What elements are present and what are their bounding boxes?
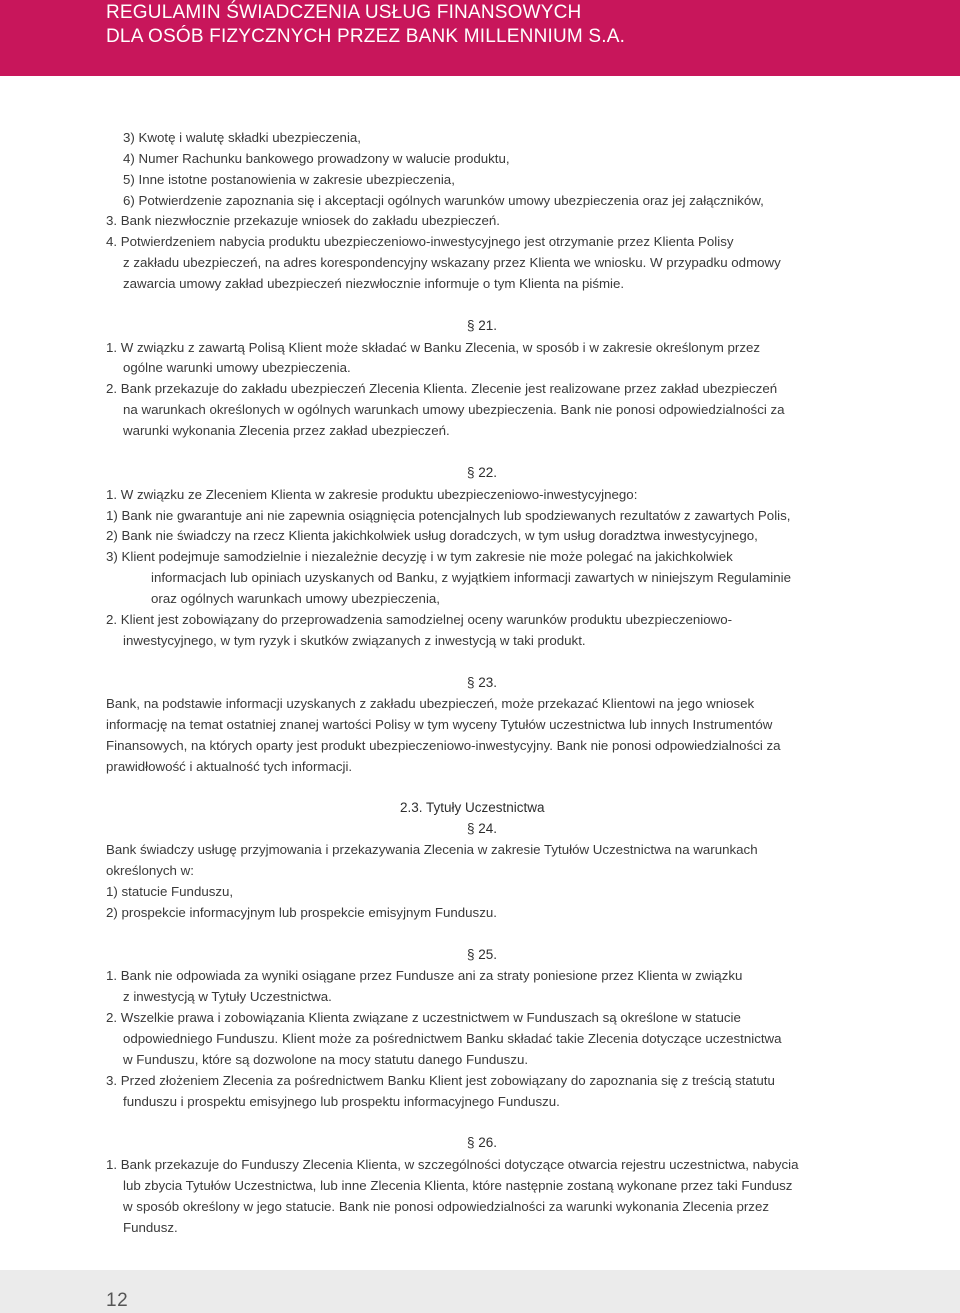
section-heading: § 25. (467, 947, 498, 962)
paragraph-line: 2. Bank przekazuje do zakładu ubezpieczeń Zlecenia Klienta. Zlecenie jest realizowane przez zakład ubezpieczeń (106, 381, 778, 396)
paragraph-line: 1. W związku z zawartą Polisą Klient może składać w Banku Zlecenia, w sposób i w zakresie określonym przez (106, 340, 761, 355)
paragraph-line: z zakładu ubezpieczeń, na adres korespondencyjny wskazany przez Klienta we wniosku. W przypadku odmowy (123, 255, 781, 270)
list-item: informacjach lub opiniach uzyskanych od Banku, z wyjątkiem informacji zawartych w niniejszym Regulaminie (151, 570, 791, 585)
list-item: oraz ogólnych warunkach umowy ubezpieczenia, (151, 591, 440, 606)
paragraph-line: warunki wykonania Zlecenia przez zakład ubezpieczeń. (123, 423, 450, 438)
list-item: 6) Potwierdzenie zapoznania się i akceptacji ogólnych warunków umowy ubezpieczenia oraz jej załączników, (123, 193, 764, 208)
list-item: 3) Klient podejmuje samodzielnie i niezależnie decyzję i w tym zakresie nie może polegać na jakichkolwiek (106, 549, 733, 564)
paragraph-line: z inwestycją w Tytuły Uczestnictwa. (123, 989, 332, 1004)
paragraph-line: prawidłowość i aktualność tych informacji. (106, 759, 353, 774)
paragraph-line: odpowiedniego Funduszu. Klient może za pośrednictwem Banku składać takie Zlecenia dotyczące uczestnictwa (123, 1031, 782, 1046)
paragraph-line: 1. Bank przekazuje do Funduszy Zlecenia Klienta, w szczególności dotyczące otwarcia rejestru uczestnictwa, nabycia (106, 1157, 799, 1172)
page-number: 12 (106, 1290, 129, 1311)
paragraph-line: na warunkach określonych w ogólnych warunkach umowy ubezpieczenia. Bank nie ponosi odpowiedzialności za (123, 402, 785, 417)
section-heading: § 24. (467, 821, 498, 836)
page-footer (0, 1270, 960, 1313)
paragraph-line: 1. W związku ze Zleceniem Klienta w zakresie produktu ubezpieczeniowo-inwestycyjnego: (106, 487, 638, 502)
paragraph-line: określonych w: (106, 863, 194, 878)
section-heading: § 26. (467, 1135, 498, 1150)
paragraph-line: w sposób określony w jego statucie. Bank nie ponosi odpowiedzialności za warunki wykonania Zlecenia przez (123, 1199, 769, 1214)
paragraph-line: 3. Przed złożeniem Zlecenia za pośrednictwem Banku Klient jest zobowiązany do zapoznania się z treścią statutu (106, 1073, 775, 1088)
paragraph-line: Fundusz. (123, 1220, 178, 1235)
subsection-title: 2.3. Tytuły Uczestnictwa (400, 800, 545, 815)
paragraph-line: 2. Wszelkie prawa i zobowiązania Klienta związane z uczestnictwem w Funduszach są określone w statucie (106, 1010, 741, 1025)
paragraph-line: Bank, na podstawie informacji uzyskanych z zakładu ubezpieczeń, może przekazać Klientowi na jego wniosek (106, 696, 755, 711)
paragraph-line: lub zbycia Tytułów Uczestnictwa, lub inne Zlecenia Klienta, które następnie zostaną wykonane przez taki Fundusz (123, 1178, 793, 1193)
list-item: 3) Kwotę i walutę składki ubezpieczenia, (123, 130, 361, 145)
header-title-line-2: DLA OSÓB FIZYCZNYCH PRZEZ BANK MILLENNIUM S.A. (106, 26, 626, 47)
paragraph-line: 2. Klient jest zobowiązany do przeprowadzenia samodzielnej oceny warunków produktu ubezpieczeniowo- (106, 612, 733, 627)
list-item: 2) Bank nie świadczy na rzecz Klienta jakichkolwiek usług doradczych, w tym usług doradztwa inwestycyjnego, (106, 528, 758, 543)
paragraph-line: informację na temat ostatniej znanej wartości Polisy w tym wyceny Tytułów uczestnictwa lub innych Instrumentów (106, 717, 773, 732)
list-item: 1) Bank nie gwarantuje ani nie zapewnia osiągnięcia potencjalnych lub spodziewanych rezultatów z zawartych Polis, (106, 508, 791, 523)
paragraph-line: funduszu i prospektu emisyjnego lub prospektu informacyjnego Funduszu. (123, 1094, 560, 1109)
paragraph-line: 1. Bank nie odpowiada za wyniki osiągane przez Fundusze ani za straty poniesione przez Klienta w związku (106, 968, 743, 983)
paragraph-line: Bank świadczy usługę przyjmowania i przekazywania Zlecenia w zakresie Tytułów Uczestnictwa na warunkach (106, 842, 758, 857)
header-title-line-1: REGULAMIN ŚWIADCZENIA USŁUG FINANSOWYCH (106, 2, 582, 23)
list-item: 1) statucie Funduszu, (106, 884, 234, 899)
paragraph-line: ogólne warunki umowy ubezpieczenia. (123, 360, 351, 375)
section-heading: § 21. (467, 318, 498, 333)
section-heading: § 22. (467, 465, 498, 480)
paragraph-line: zawarcia umowy zakład ubezpieczeń niezwłocznie informuje o tym Klienta na piśmie. (123, 276, 625, 291)
paragraph-line: inwestycyjnego, w tym ryzyk i skutków związanych z inwestycją w taki produkt. (123, 633, 586, 648)
list-item: 5) Inne istotne postanowienia w zakresie ubezpieczenia, (123, 172, 455, 187)
section-heading: § 23. (467, 675, 498, 690)
paragraph-line: 3. Bank niezwłocznie przekazuje wniosek do zakładu ubezpieczeń. (106, 213, 500, 228)
paragraph-line: 4. Potwierdzeniem nabycia produktu ubezpieczeniowo-inwestycyjnego jest otrzymanie przez Klienta Polisy (106, 234, 734, 249)
list-item: 2) prospekcie informacyjnym lub prospekcie emisyjnym Funduszu. (106, 905, 497, 920)
paragraph-line: w Funduszu, które są dozwolone na mocy statutu danego Funduszu. (123, 1052, 529, 1067)
paragraph-line: Finansowych, na których oparty jest produkt ubezpieczeniowo-inwestycyjny. Bank nie ponosi odpowiedzialności za (106, 738, 781, 753)
list-item: 4) Numer Rachunku bankowego prowadzony w walucie produktu, (123, 151, 510, 166)
